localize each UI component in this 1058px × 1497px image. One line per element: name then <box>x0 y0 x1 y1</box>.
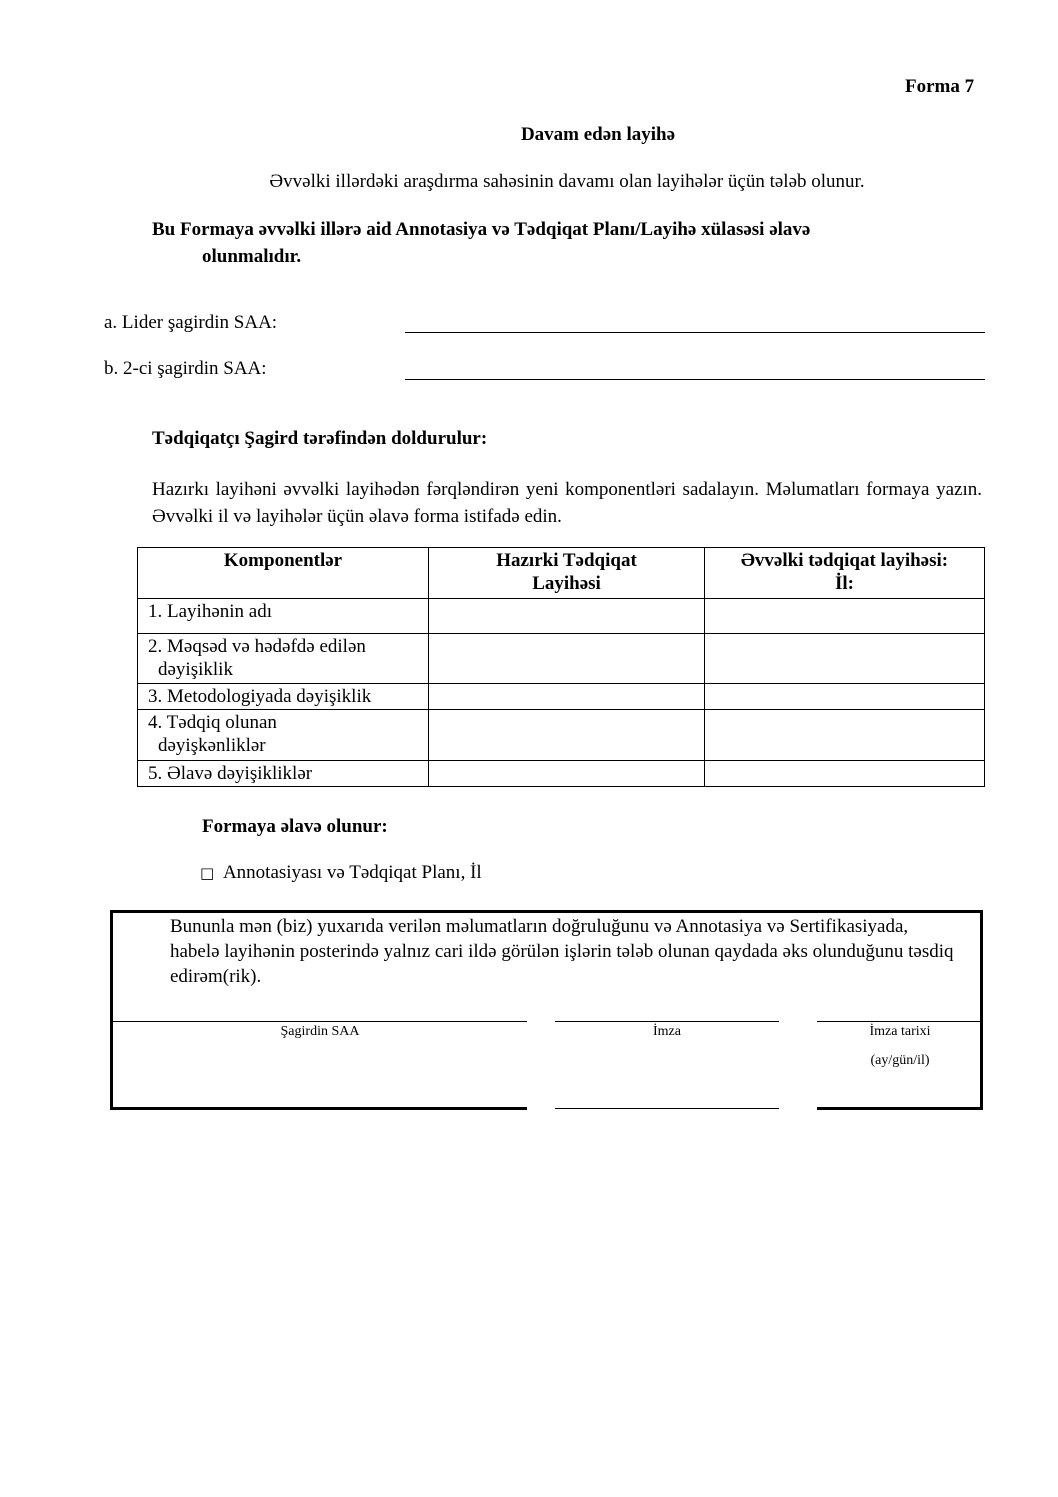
certification-divider-right <box>817 1021 983 1022</box>
certification-divider-left <box>113 1021 527 1022</box>
previous-value-cell[interactable] <box>705 761 985 787</box>
table-row <box>138 710 985 761</box>
table-row <box>138 599 985 634</box>
notice-line-1: Bu Formaya əvvəlki illərə aid Annotasiya və Tədqiqat Planı/Layihə xülasəsi əlavə <box>152 219 811 240</box>
signature-label: İmza <box>653 1024 681 1039</box>
student-name-field[interactable] <box>110 1107 527 1110</box>
current-value-cell[interactable] <box>429 710 705 761</box>
notice-line-2: olunmalıdır. <box>202 246 302 267</box>
signature-field[interactable] <box>555 1108 779 1109</box>
current-value-cell[interactable] <box>429 684 705 710</box>
header-current-project: Hazırki Tədqiqat Layihəsi <box>429 548 705 599</box>
table-row <box>138 761 985 787</box>
header-previous-project: Əvvəlki tədqiqat layihəsi: İl: <box>705 548 985 599</box>
certification-statement: Bununla mən (biz) yuxarıda verilən məlumatların doğruluğunu və Annotasiya və Sertifikasiyada, habelə layihənin posterində yalnız cari ildə görülən işlərin tələb olunan qaydada əks olunduğunu təsdiq edirəm(rik). <box>170 916 954 987</box>
researcher-instructions: Hazırkı layihəni əvvəlki layihədən fərqləndirən yeni komponentləri sadalayın. Məlumatları formaya yazın. Əvvəlki il və layihələr üçün əlavə forma istifadə edin. <box>152 479 982 527</box>
page-title: Davam edən layihə <box>520 124 676 145</box>
second-student-field[interactable] <box>405 379 985 380</box>
component-name-cell: 2. Məqsəd və hədəfdə edilən dəyişiklik <box>138 634 429 684</box>
current-value-cell[interactable] <box>429 599 705 634</box>
attachment-item[interactable] <box>200 862 482 884</box>
previous-value-cell[interactable] <box>705 634 985 684</box>
component-name-cell: 4. Tədqiq olunan dəyişkənliklər <box>138 710 429 761</box>
researcher-section-heading: Tədqiqatçı Şagird tərəfindən doldurulur: <box>152 428 488 449</box>
previous-value-cell[interactable] <box>705 684 985 710</box>
lead-student-label: a. Lider şagirdin SAA: <box>104 312 278 333</box>
current-value-cell[interactable] <box>429 761 705 787</box>
date-format-hint: (ay/gün/il) <box>870 1053 930 1068</box>
table-header-row <box>138 548 985 599</box>
table-row <box>138 634 985 684</box>
signature-date-field[interactable] <box>817 1107 983 1110</box>
current-value-cell[interactable] <box>429 634 705 684</box>
previous-value-cell[interactable] <box>705 599 985 634</box>
component-name-cell: 5. Əlavə dəyişikliklər <box>138 761 429 787</box>
components-table <box>137 547 985 787</box>
attachments-heading: Formaya əlavə olunur: <box>202 816 388 837</box>
certification-divider-middle <box>555 1021 779 1022</box>
page-subtitle: Əvvəlki illərdəki araşdırma sahəsinin davamı olan layihələr üçün tələb olunur. <box>269 171 865 192</box>
component-name-cell: 1. Layihənin adı <box>138 599 429 634</box>
lead-student-field[interactable] <box>405 332 985 333</box>
form-number: Forma 7 <box>905 76 975 97</box>
signature-date-label: İmza tarixi <box>869 1024 931 1039</box>
checkbox-icon[interactable]: □ <box>200 864 215 882</box>
student-name-label: Şagirdin SAA <box>280 1024 360 1039</box>
attachment-notice <box>152 216 952 270</box>
table-row <box>138 684 985 710</box>
header-components: Komponentlər <box>138 548 429 599</box>
attachment-item-label: Annotasiyası və Tədqiqat Planı, İl <box>222 862 482 883</box>
second-student-label: b. 2-ci şagirdin SAA: <box>104 358 267 379</box>
component-name-cell: 3. Metodologiyada dəyişiklik <box>138 684 429 710</box>
previous-value-cell[interactable] <box>705 710 985 761</box>
